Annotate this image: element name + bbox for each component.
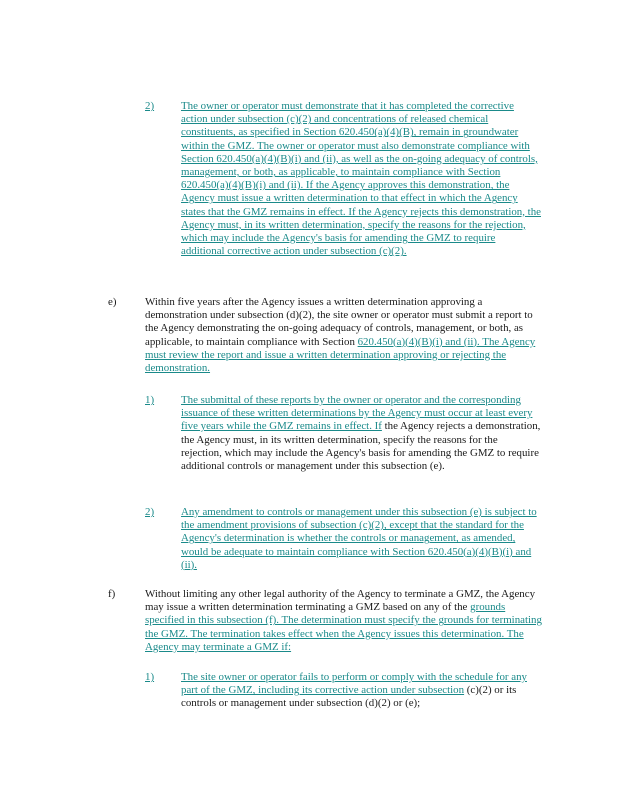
inserted-text: The owner or operator must demonstrate that it has completed the corrective action under subsection (c)(2) and concentrations of released chemical constituents, as specified in Section 620.450(a)(4)(B), remain in groundwater within the GMZ. The owner or operator must also demonstrate compliance with Section 620.450(a)(4)(B)(i) and (ii), as well as the on-going adequacy of controls, management, or both, as applicable, to maintain compliance with Section 620.450(a)(4)(B)(i) and (ii). If the Agency approves this demonstration, the Agency must issue a written determination to that effect in which the Agency states that the GMZ remains in effect. If the Agency rejects this demonstration, the Agency must, in its written determination, specify the reasons for the rejection, which may include the Agency's basis for amending the GMZ to require additional corrective action under subsection (c)(2).	[181, 100, 541, 258]
paragraph-label: f)	[108, 588, 116, 600]
inserted-text: grounds specified in this subsection (f). The determination must specify the grounds for terminating the GMZ. The termination takes effect when the Agency issues this determination. The Agency may terminate a GMZ if:	[145, 601, 542, 653]
paragraph-f	[0, 588, 618, 660]
paragraph-e-2	[0, 506, 618, 576]
inserted-text: The site owner or operator fails to perform or comply with the schedule for any part of the GMZ, including its corrective action under subsection	[181, 671, 527, 697]
paragraph-label: 1)	[145, 394, 155, 406]
original-text: Within five years after the Agency issues a written determination approving a demonstration under subsection (d)(2), the site owner or operator must submit a report to the Agency demonstrating the on-going adequacy of controls, management, or both, as applicable, to maintain compliance with Section	[145, 296, 533, 348]
paragraph-text	[181, 100, 541, 258]
paragraph-text	[181, 506, 541, 572]
paragraph-label: 2)	[145, 506, 155, 518]
inserted-text: 620.450(a)(4)(B)(i) and (ii). The Agency must review the report and issue a written determination approving or rejecting the demonstration.	[145, 335, 536, 375]
original-text: Without limiting any other legal authority of the Agency to terminate a GMZ, the Agency may issue a written determination terminating a GMZ based on any of the	[145, 588, 536, 614]
paragraph-text	[181, 671, 543, 711]
paragraph-d-2	[0, 100, 618, 280]
paragraph-label: 1)	[145, 671, 155, 683]
paragraph-text	[181, 394, 541, 473]
paragraph-e	[0, 296, 618, 380]
inserted-text: The submittal of these reports by the owner or operator and the corresponding issuance of these written determinations by the Agency must occur at least every five years while the GMZ remains in effect. If	[181, 394, 533, 433]
paragraph-e-1	[0, 394, 618, 494]
original-text: the Agency rejects a demonstration, the Agency must, in its written determination, specify the reasons for the rejection, which may include the Agency's basis for amending the GMZ to require additional controls or management under this subsection (e).	[181, 420, 541, 473]
paragraph-label: 2)	[145, 100, 155, 112]
paragraph-text	[145, 296, 540, 375]
paragraph-f-1	[0, 671, 618, 716]
inserted-text: Any amendment to controls or management under this subsection (e) is subject to the amendment provisions of subsection (c)(2), except that the standard for the Agency's determination is whether the controls or management, as amended, would be adequate to maintain compliance with Section 620.450(a)(4)(B)(i) and (ii).	[181, 506, 537, 571]
paragraph-text	[145, 588, 545, 654]
original-text: (c)(2) or its controls or management under subsection (d)(2) or (e);	[181, 684, 517, 710]
paragraph-label: e)	[108, 296, 117, 308]
